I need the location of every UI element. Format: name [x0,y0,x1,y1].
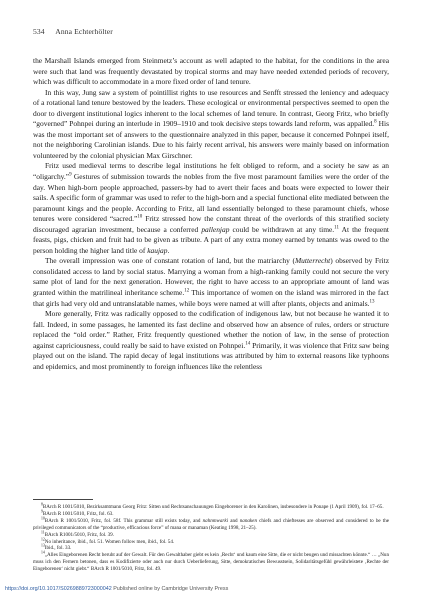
paragraph-4-text-a: The overall impression was one of constant rotation of land, but the matriarchy ( [45,256,295,266]
paragraph-4 [33,256,389,309]
footnote-rule [33,499,93,500]
footnote-13-text: Ibid., fol. 33. [44,545,72,552]
paragraph-2 [33,88,389,162]
paragraph-5-text-a: More generally, Fritz was radically opposed to the codification of indigenous law, but not because he wanted it to fall. Indeed, in some passages, he lamented its fast decline and observed how an absence of rules, orders or structure replaced the “old order.” Rather, Fritz frequently questioned whether the notion of law, in the sense of protection against capriciousness, could really be said to have existed on Pohnpei. [33,309,389,350]
footnote-9-text: BArch R 1001/5010, Fritz, fol. 63. [42,510,114,517]
paragraph-5-text-b: Primarily, it was violence that Fritz saw being played out on the island. The rapid decay of legal institutions was attributed by him to external reasons like typhoons and epidemics, and most prominently to foreign influences like the relentless [33,340,389,371]
footnote-mark-8: 8 [41,502,43,507]
footnote-10-text-b: and [228,517,240,524]
paragraph-3-text-c: Fritz stressed how the constant threat of the overlords of this stratified society discouraged agrarian investment, because a conferred [33,214,389,234]
footnote-11-text: BArch R1001/5010, Fritz, fol. 39. [44,531,114,538]
footnote-ref-9[interactable]: 9 [69,172,72,178]
footnote-12-text: No inheritance, ibid., fol. 51. Women follow men, ibid., fol. 54. [44,538,175,545]
footnote-ref-8[interactable]: 8 [374,119,377,125]
doi-link[interactable]: https://doi.org/10.1017/S0269889723000042 [5,586,112,592]
footnote-ref-12[interactable]: 12 [184,288,190,294]
footnote-mark-14: 14 [41,550,45,555]
term-nanaken: nanaken [239,517,257,524]
footnote-ref-10[interactable]: 10 [137,214,143,220]
footnote-mark-10: 10 [41,516,45,521]
paragraph-1-text: the Marshall Islands emerged from Steinmetz’s account as well adapted to the habitat, for the conditions in the area were such that land was frequently devastated by tropical storms and may have needed extended periods of recovery, which was difficult to accommodate in a more fixed order of land tenure. [33,56,389,87]
paragraph-1 [33,56,389,88]
body-text [33,56,389,372]
footnote-10-text-c: chiefs and chieftesses are observed and considered to be the privileged communicators of the “productive, efficacious force” of mana or manaman (Keating 1998, 21–25). [33,517,389,531]
paragraph-3-text-e: At the frequent feasts, pigs, chicken and fruit had to be given as tribute. A part of any extra money earned by tenants was owed to the person holding the higher land title of [33,224,389,255]
paragraph-3 [33,161,389,256]
footnote-14 [33,552,389,573]
footnote-12 [33,536,389,546]
paragraph-3-text-f: . [167,245,170,255]
paragraph-4-text-c: This importance of women on the island was mirrored in the fact that girls had very old and untranslatable names, while boys were named at will after plants, objects and animals. [33,288,390,308]
footnote-11 [33,529,389,539]
paragraph-2-text-a: In this way, Jung saw a system of pointillist rights to use resources and Senfft stressed the leniency and adequacy of a rotational land tenure bestowed by the leaders. These ecological or environmental perspectives seemed to open the door to divergent institutional logics inherent to the local schemes of land tenure. In contrast, Georg Fritz, who briefly “governed” Pohnpei during an interlude in 1909–1910 and took decisive steps towards land reform, was appalled. [33,87,389,129]
paragraph-3-text-a: Fritz used medieval terms to describe legal institutions he felt obliged to reform, and a society he saw as an “oligarchy.” [33,161,389,182]
running-head-author: Anna Echterhölter [55,27,113,36]
footnote-mark-11: 11 [41,529,45,534]
footnote-ref-11[interactable]: 11 [334,225,339,231]
paragraph-3-text-b: Gestures of submission towards the nobles from the five most paramount families were the order of the day. When high-born people approached, passers-by had to avert their faces and boats were expected to lower their sails. A specific form of grammar was used to refer to the high-born and a special functional elite mediated between the paramount kings and the people. According to Fritz, all land essentially belonged to these paramount chiefs, whose tenures were considered “sacred.” [33,172,389,224]
footnote-mark-12: 12 [41,536,45,541]
paragraph-3-text-d: could be withdrawn at any time. [229,224,335,234]
footnote-mark-13: 13 [41,543,45,548]
running-header [33,27,113,36]
footer [5,586,228,592]
footnote-8-text: BArch R 1001/5010, Bezirksamtmann Georg Fritz: Sitten und Rechtsanschauungen Eingeborener in den Karolinen, insbesondere in Ponape (1 April 1909), fol. 17–65. [42,504,384,510]
term-nahnmwarki: nahnmwarki [202,517,229,524]
footnote-mark-9: 9 [41,509,43,514]
footnote-14-text: „Alles Eingeborenen Recht beruht auf der Gewalt. Für den Gewalthaber giebt es kein ‚Recht‘ und kaum eine Sitte, die er nicht beugen und missachten könnte.“ … „Nun muss ich den Fernern betonen, dass es Kodifizierte oder auch nur durch Ueberlieferung, Sitte, demokratisches Bewusstsein, Solidaritätsgefühl gewährleistete ‚Rechte der Eingeborenen‘ nicht giebt.“ BArch R 1001/5010, Fritz, fol. 49. [33,552,389,573]
footnotes [33,504,389,573]
page-number: 534 [33,27,45,36]
footnote-ref-14[interactable]: 14 [245,341,251,347]
footnote-10 [33,518,389,532]
term-kaujap: kaujap [147,245,168,255]
paragraph-5 [33,309,389,372]
paragraph-4-text-b: ) observed by Fritz consolidated access to land by social status. Marrying a woman from a high-ranking family could not secure the very same plot of land for the next generation. However, the right to have access to an appropriate amount of land was granted within the matrilineal inheritance scheme. [33,256,390,298]
term-pallenjap: pallenjap [201,224,230,234]
publisher-note: Published online by Cambridge University Press [111,586,229,592]
paragraph-2-text-b: His was the most important set of answers to the questionnaire analyzed in this paper, because it concerned Pohnpei itself, not the neighboring Carolinian islands. Due to his fairly recent arrival, his answers were mainly based on information volunteered by the colonial physician Max Girschner. [33,119,389,160]
footnote-10-text-a: BArch R 1001/5010, Fritz, fol. 58f. This grammar still exists today, and [44,517,203,524]
footnote-ref-13[interactable]: 13 [369,299,375,305]
term-mutterrecht: Mutterrecht [294,256,331,266]
